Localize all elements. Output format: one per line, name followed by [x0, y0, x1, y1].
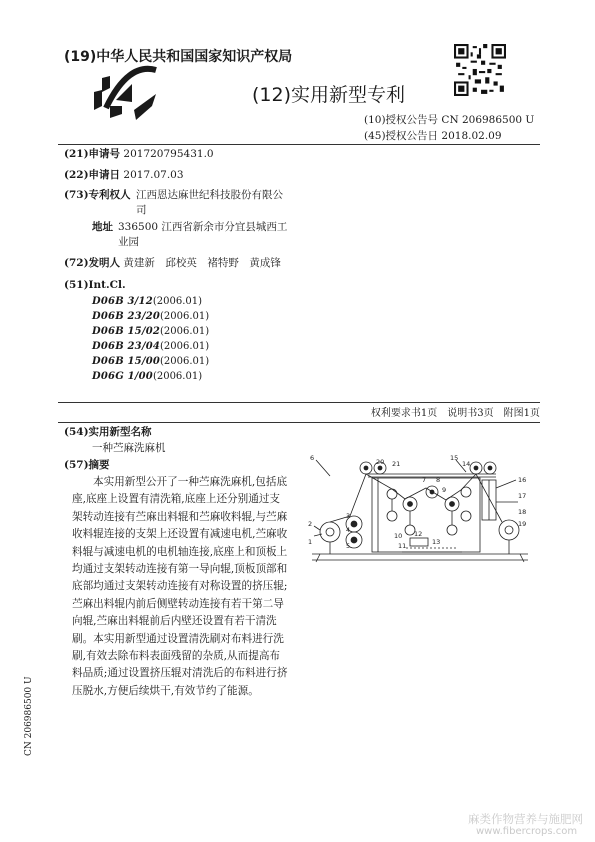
inventor-label: (72)发明人 [64, 257, 121, 269]
abstract-line: 收料辊连接的支架上还设置有减速电机,苎麻收 [72, 528, 288, 541]
abstract-line: 苎麻出料辊内前后侧壁转动连接有若干第二导 [72, 597, 284, 610]
sipo-emblem-icon [88, 58, 168, 130]
ipc-code: D06G 1/00 [92, 371, 153, 382]
abstract-line: 均通过支架转动连接有第一导向辊,顶板顶部和 [72, 563, 288, 576]
ipc-item [92, 324, 209, 339]
qr-code-icon [454, 44, 506, 96]
ipc-code: D06B 23/04 [92, 341, 161, 352]
owner-name [136, 188, 306, 218]
figure-label: 3 [346, 512, 351, 520]
application-number: 201720795431.0 [123, 148, 214, 160]
ipc-version: (2006.01) [160, 326, 210, 337]
filing-date: 2017.07.03 [123, 169, 184, 181]
publication-number: CN 206986500 U [441, 114, 535, 126]
page-count-summary: 权利要求书1页 说明书3页 附图1页 [370, 408, 540, 419]
figure-label: 1 [308, 538, 313, 546]
ipc-item [92, 339, 209, 354]
address-line: 336500 江西省新余市分宜县城西工 [118, 221, 288, 233]
publication-date-row [364, 129, 502, 144]
ipc-item [92, 369, 209, 384]
ipc-label: (51)Int.Cl. [64, 279, 126, 291]
figure-label: 9 [442, 486, 447, 494]
figure-label: 5 [346, 542, 351, 550]
application-number-row [64, 147, 214, 162]
ipc-code: D06B 3/12 [92, 296, 153, 307]
publication-date-label: (45)授权公告日 [364, 130, 439, 142]
header-rule [58, 144, 540, 145]
title-label: (54)实用新型名称 [64, 426, 152, 438]
figure-label: 21 [392, 460, 401, 468]
ipc-version: (2006.01) [160, 356, 210, 367]
address-line: 业园 [118, 236, 139, 248]
abstract-line: 压脱水,方便后续烘干,有效节约了能源。 [72, 684, 259, 697]
abstract-line: 座,底座上设置有清洗箱,底座上还分别通过支 [72, 493, 281, 506]
ipc-version: (2006.01) [152, 296, 203, 307]
address [118, 220, 308, 250]
abstract-text [72, 474, 304, 700]
abstract-line: 料辊与减速电机的电机轴连接,底座上和顶板上 [72, 545, 288, 558]
figure-label: 2 [308, 520, 313, 528]
filing-date-row [64, 168, 184, 183]
figure-label: 14 [462, 460, 471, 468]
publication-number-label: (10)授权公告号 [364, 114, 439, 126]
figure-label: 8 [436, 476, 441, 484]
owner-line: 江西恩达麻世纪科技股份有限公 [136, 189, 283, 201]
document-type: (12)实用新型专利 [252, 84, 406, 106]
ipc-item [92, 354, 209, 369]
office-name: (19)中华人民共和国国家知识产权局 [64, 49, 293, 65]
figure-label: 13 [432, 538, 441, 546]
figure-label: 18 [518, 508, 527, 516]
side-publication-number: CN 206986500 U [24, 676, 34, 756]
figure-label: 6 [310, 454, 315, 462]
owner-label: (73)专利权人 [64, 189, 131, 201]
inventor-names: 黄建新 邱校英 褚特野 黄成锋 [123, 257, 281, 269]
ipc-item [92, 309, 209, 324]
figure-label: 10 [394, 532, 403, 540]
application-number-label: (21)申请号 [64, 148, 121, 160]
summary-top-rule [58, 402, 540, 403]
ipc-version: (2006.01) [160, 341, 210, 352]
ipc-code: D06B 15/02 [92, 326, 161, 337]
abstract-label: (57)摘要 [64, 459, 110, 471]
ipc-item [92, 294, 209, 309]
publication-date: 2018.02.09 [441, 130, 502, 142]
abstract-line: 刷。本实用新型通过设置清洗刷对布料进行洗 [72, 632, 284, 645]
publication-number-row [364, 113, 534, 128]
figure-label: 7 [422, 476, 427, 484]
figure-label: 20 [376, 458, 385, 466]
figure-label: 12 [414, 530, 423, 538]
filing-date-label: (22)申请日 [64, 169, 121, 181]
machine-drawing [306, 452, 534, 564]
summary-bottom-rule [58, 422, 540, 423]
ipc-version: (2006.01) [160, 311, 210, 322]
ipc-list [92, 294, 209, 384]
ipc-code: D06B 15/00 [92, 356, 161, 367]
abstract-line: 本实用新型公开了一种苎麻洗麻机,包括底 [93, 476, 288, 488]
figure-label: 11 [398, 542, 407, 550]
abstract-line: 架转动连接有苎麻出料辊和苎麻收料辊,与苎麻 [72, 510, 288, 523]
figure-label: 19 [518, 520, 527, 528]
abstract-line: 料品质;通过设置挤压辊对清洗后的布料进行挤 [72, 667, 288, 680]
figure-label: 15 [450, 454, 459, 462]
address-label: 地址 [92, 221, 113, 233]
ipc-version: (2006.01) [152, 371, 203, 382]
figure-label: 17 [518, 492, 527, 500]
inventor-row [64, 256, 281, 271]
figure-label: 16 [518, 476, 527, 484]
utility-model-title: 一种苎麻洗麻机 [92, 442, 166, 454]
owner-line: 司 [136, 204, 147, 216]
abstract-line: 向辊,苎麻出料辊前后内壁还设置有若干清洗 [72, 615, 277, 628]
ipc-code: D06B 23/20 [92, 311, 161, 322]
watermark-url: www.fibercrops.com [476, 826, 578, 837]
abstract-line: 底部均通过支架转动连接有对称设置的挤压辊; [72, 580, 288, 593]
abstract-line: 刷,有效去除布料表面残留的杂质,从而提高布 [72, 650, 281, 663]
watermark-title: 麻类作物营养与施肥网 [468, 812, 583, 826]
figure-label: 4 [346, 526, 351, 534]
